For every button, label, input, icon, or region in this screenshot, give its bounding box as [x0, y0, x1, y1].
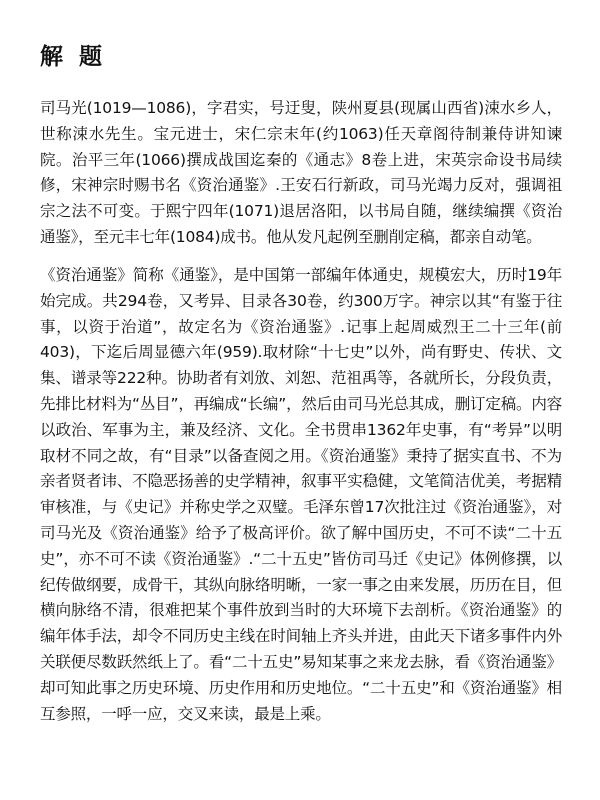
paragraph-author-bio: 司马光(1019—1086)，字君实，号迂叟，陕州夏县(现属山西省)涑水乡人，世称涑水先生。宝元进士，宋仁宗末年(约1063)任天章阁待制兼侍讲知谏院。治平三年(1066)撰成战国迄秦的《通志》8卷上进，宋英宗命设书局续修，宋神宗时赐书名《资治通鉴》.王安石行新政，司马光竭力反对，强调祖宗之法不可变。于熙宁四年(1071)退居洛阳，以书局自随，继续编撰《资治通鉴》，至元丰七年(1084)成书。他从发凡起例至删削定稿，都亲自动笔。	[40, 99, 562, 246]
section-title: 解 题	[40, 44, 107, 70]
paragraph-book-intro: 《资治通鉴》简称《通鉴》，是中国第一部编年体通史，规模宏大，历时19年始完成。共294卷，又考异、目录各30卷，约300万字。神宗以其“有鉴于往事，以资于治道”，故定名为《资治通鉴》.记事上起周威烈王二十三年(前403)，下迄后周显德六年(959).取材除“十七史”以外，尚有野史、传状、文集、谱录等222种。协助者有刘攽、刘恕、范祖禹等，各就所长，分段负责，先排比材料为“丛目”，再编成“长编”，然后由司马光总其成，删订定稿。内容以政治、军事为主，兼及经济、文化。全书贯串1362年史事，有“考异”以明取材不同之故，有“目录”以备查阅之用。《资治通鉴》秉持了据实直书、不为亲者贤者讳、不隐恶扬善的史学精神，叙事平实稳健，文笔简洁优美，考据精审核准，与《史记》并称史学之双璧。毛泽东曾17次批注过《资治通鉴》，对司马光及《资治通鉴》给予了极高评价。欲了解中国历史，不可不读“二十五史”，亦不可不读《资治通鉴》.“二十五史”皆仿司马迁《史记》体例修撰，以纪传做纲要，成骨干，其纵向脉络明晰，一家一事之由来发展，历历在目，但横向脉络不清，很难把某个事件放到当时的大环境下去剖析。《资治通鉴》的编年体手法，却令不同历史主线在时间轴上齐头并进，由此天下诸多事件内外关联便尽数跃然纸上了。看“二十五史”易知某事之来龙去脉，看《资治通鉴》却可知此事之历史环境、历史作用和历史地位。“二十五史”和《资治通鉴》相互参照，一呼一应，交叉来读，最是上乘。	[40, 266, 562, 723]
